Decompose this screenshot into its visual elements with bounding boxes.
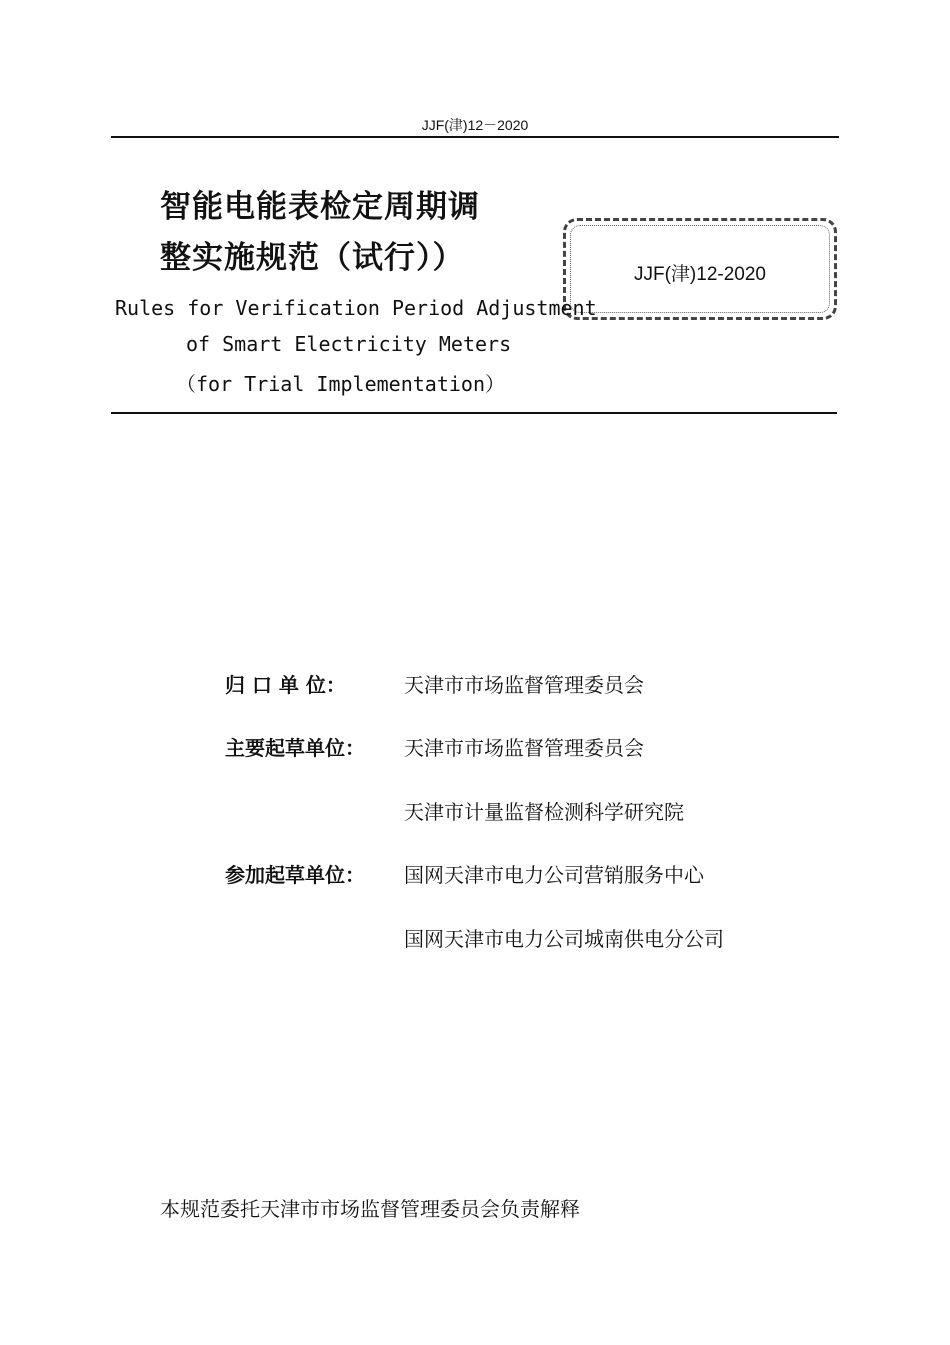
- header-standard-code: JJF(津)12－2020: [421, 117, 529, 133]
- participating-value-1: 国网天津市电力公司营销服务中心: [404, 863, 704, 887]
- standard-code-box: [563, 218, 837, 320]
- title-zh-line1: 智能电能表检定周期调: [160, 189, 480, 225]
- responsible-unit-value: 天津市市场监督管理委员会: [404, 673, 644, 697]
- responsible-unit-label: 归 口 单 位：: [225, 673, 346, 697]
- title-en-line1: Rules for Verification Period Adjustment: [115, 296, 597, 320]
- main-drafting-label: 主要起草单位：: [225, 736, 365, 760]
- main-drafting-value-2: 天津市计量监督检测科学研究院: [404, 800, 684, 824]
- title-divider: [111, 412, 837, 414]
- participating-label: 参加起草单位：: [225, 863, 365, 887]
- code-box-text: JJF(津)12-2020: [634, 264, 766, 285]
- title-en-line3: （for Trial Implementation）: [176, 372, 505, 396]
- interpretation-note: 本规范委托天津市市场监督管理委员会负责解释: [160, 1197, 580, 1221]
- participating-value-2: 国网天津市电力公司城南供电分公司: [404, 927, 724, 951]
- title-en-line2: of Smart Electricity Meters: [186, 332, 512, 356]
- header-divider: [111, 136, 839, 138]
- main-drafting-value-1: 天津市市场监督管理委员会: [404, 736, 644, 760]
- title-zh-line2: 整实施规范（试行））: [160, 240, 465, 276]
